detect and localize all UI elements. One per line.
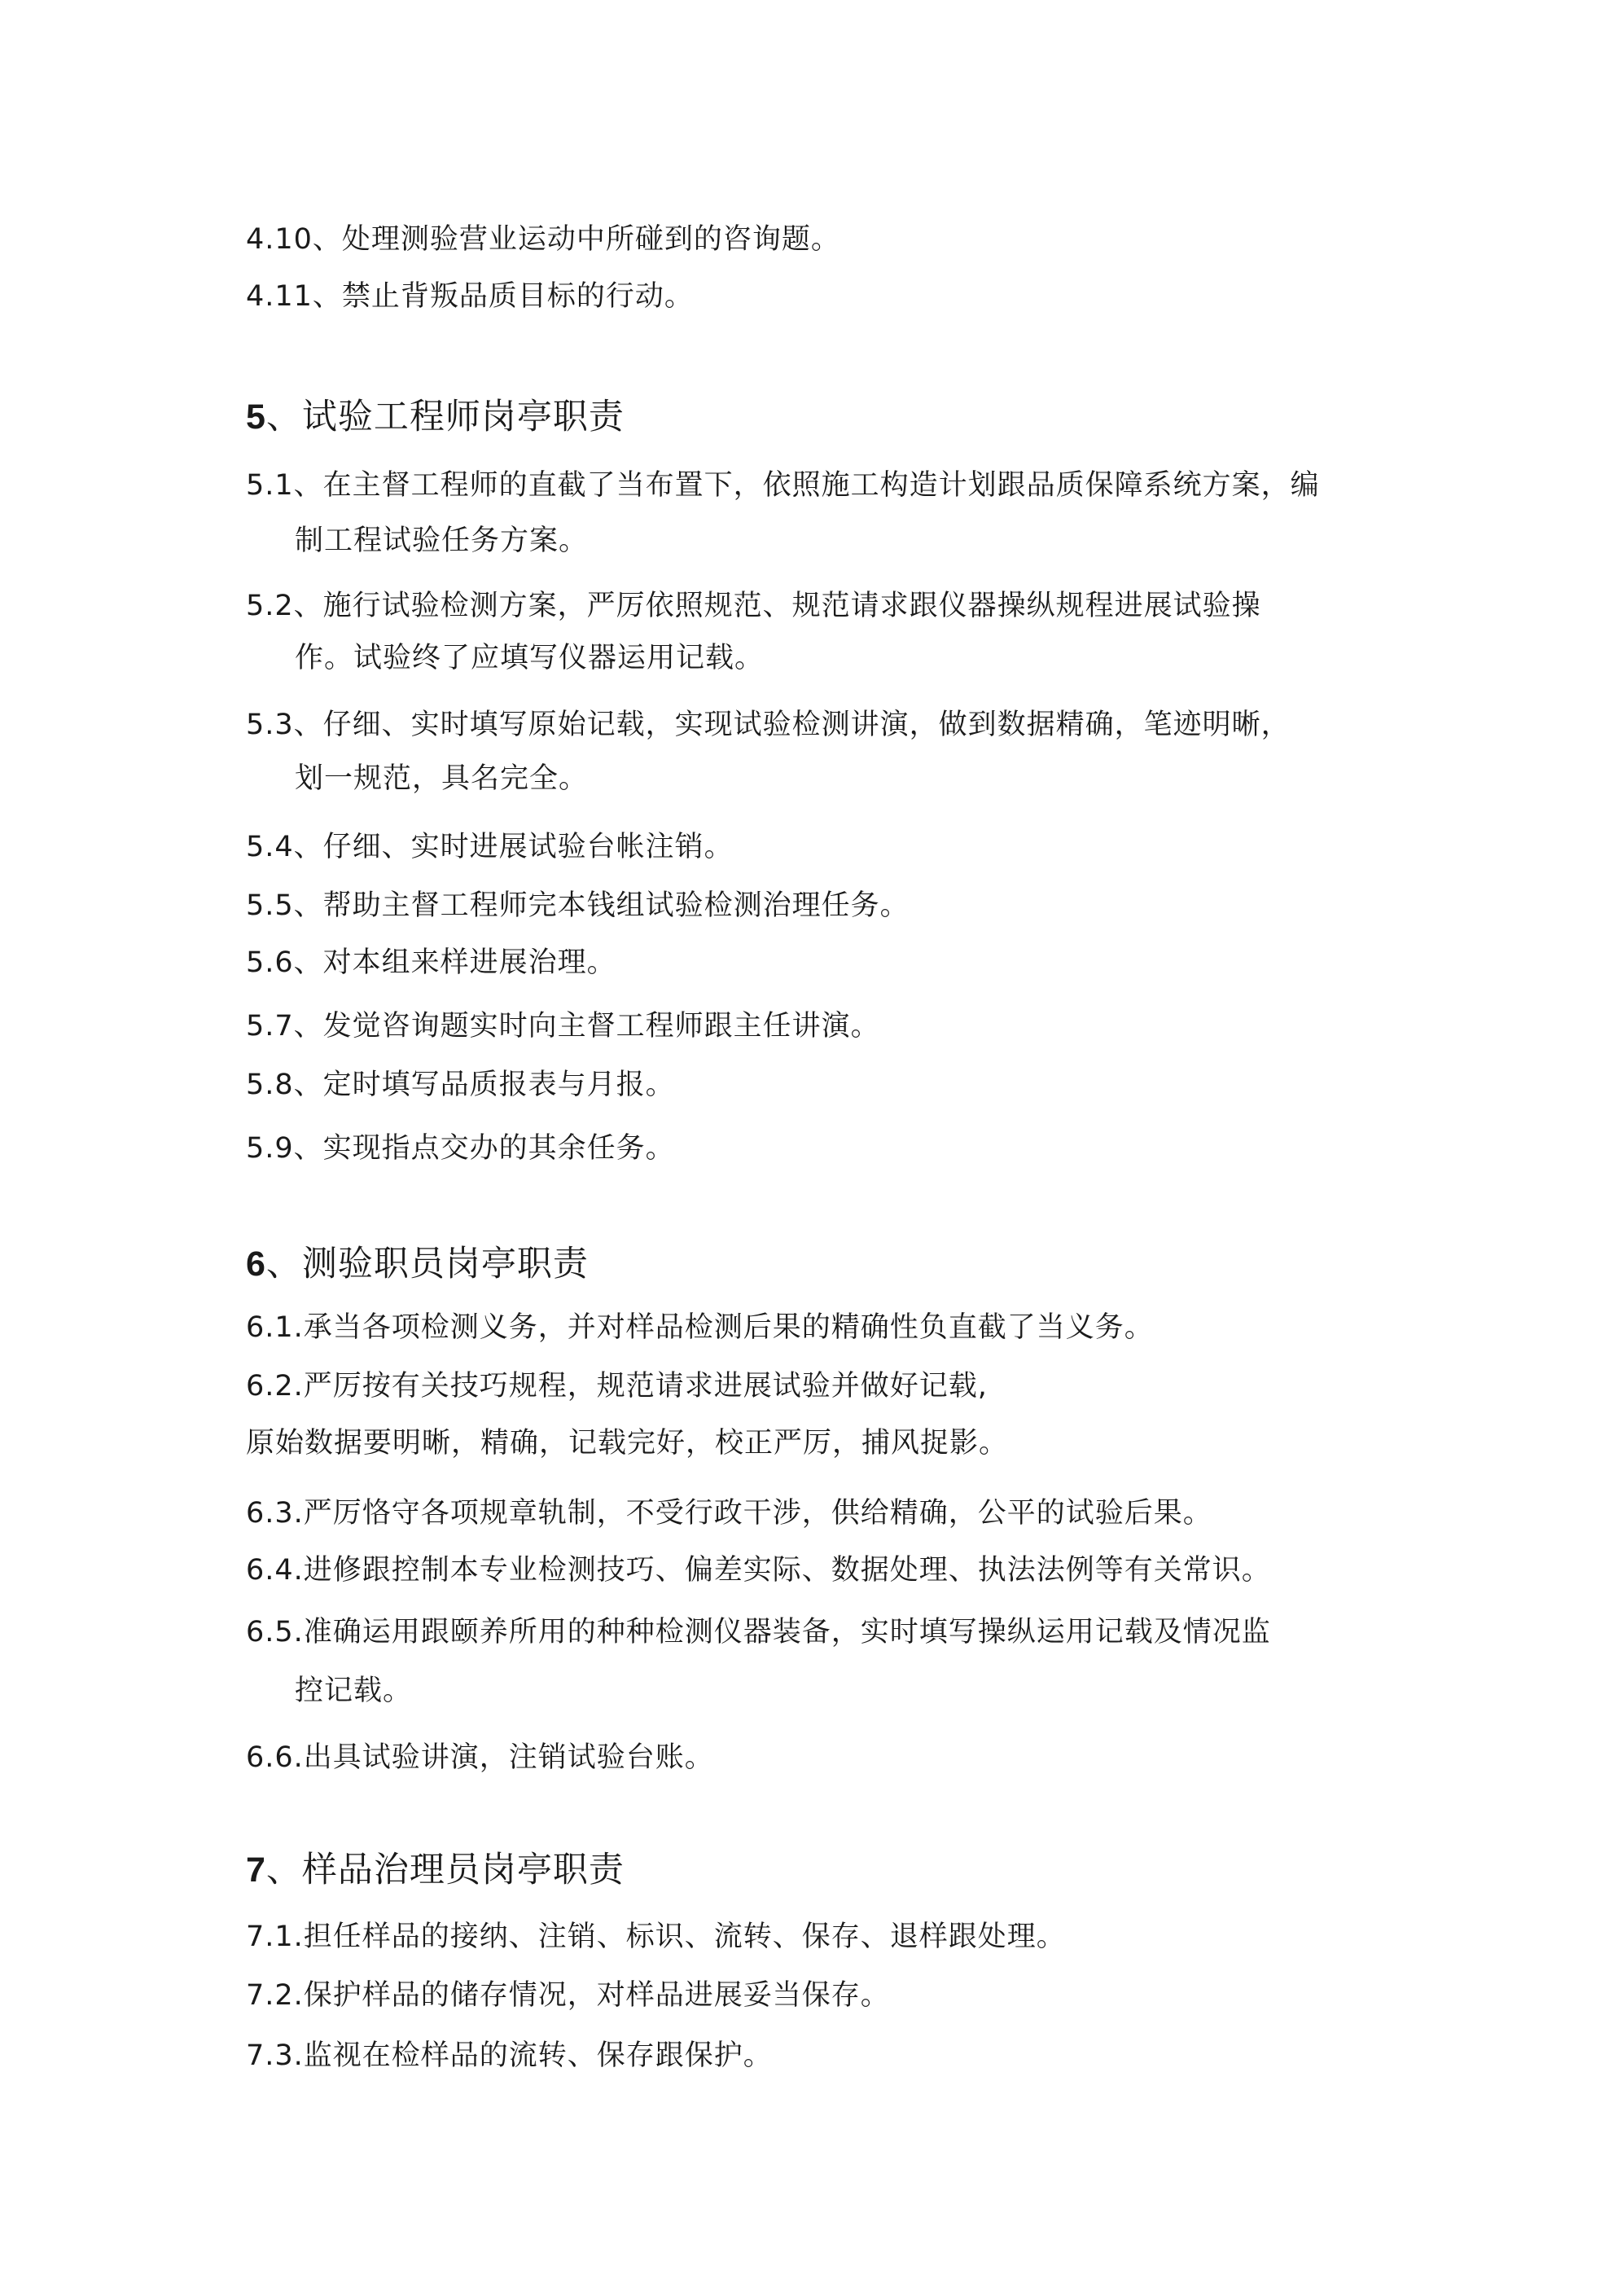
section-5-number: 5: [246, 397, 266, 437]
item-5-2-line1: 5.2、施行试验检测方案，严厉依照规范、规范请求跟仪器操纵规程进展试验操: [246, 590, 1261, 622]
section-7-heading: [246, 1849, 625, 1891]
item-6-6: 6.6.出具试验讲演，注销试验台账。: [246, 1741, 714, 1774]
item-5-4: 5.4、仔细、实时进展试验台帐注销。: [246, 831, 734, 863]
item-6-5-line2: 控记载。: [295, 1675, 413, 1707]
item-5-6: 5.6、对本组来样进展治理。: [246, 946, 616, 979]
item-6-2-continued: 原始数据要明晰，精确，记载完好，校正严厉，捕风捉影。: [246, 1427, 1009, 1460]
section-5-title: 、试验工程师岗亭职责: [265, 397, 625, 437]
item-6-5-line1: 6.5.准确运用跟颐养所用的种种检测仪器装备，实时填写操纵运用记载及情况监: [246, 1616, 1271, 1648]
item-7-2: 7.2.保护样品的储存情况，对样品进展妥当保存。: [246, 1979, 890, 2012]
item-5-9: 5.9、实现指点交办的其余任务。: [246, 1132, 675, 1165]
item-5-7: 5.7、发觉咨询题实时向主督工程师跟主任讲演。: [246, 1010, 880, 1043]
item-6-3: 6.3.严厉恪守各项规章轨制，不受行政干涉，供给精确，公平的试验后果。: [246, 1497, 1212, 1530]
section-6-heading: [246, 1243, 589, 1285]
section-7-title: 、样品治理员岗亭职责: [265, 1850, 625, 1890]
item-4-10: 4.10、处理测验营业运动中所碰到的咨询题。: [246, 223, 840, 256]
item-6-2: 6.2.严厉按有关技巧规程，规范请求进展试验并做好记载,: [246, 1370, 988, 1403]
item-6-1: 6.1.承当各项检测义务，并对样品检测后果的精确性负直截了当义务。: [246, 1311, 1154, 1344]
section-6-title: 、测验职员岗亭职责: [265, 1244, 589, 1284]
item-5-1-line2: 制工程试验任务方案。: [295, 525, 589, 557]
item-7-1: 7.1.担任样品的接纳、注销、标识、流转、保存、退样跟处理。: [246, 1921, 1066, 1953]
item-4-11: 4.11、禁止背叛品质目标的行动。: [246, 280, 694, 313]
item-5-3-line1: 5.3、仔细、实时填写原始记载，实现试验检测讲演，做到数据精确，笔迹明晰，: [246, 709, 1291, 741]
section-7-number: 7: [246, 1850, 266, 1890]
item-6-4: 6.4.进修跟控制本专业检测技巧、偏差实际、数据处理、执法法例等有关常识。: [246, 1554, 1271, 1587]
item-5-8: 5.8、定时填写品质报表与月报。: [246, 1069, 675, 1101]
section-5-heading: [246, 396, 625, 438]
item-5-1-line1: 5.1、在主督工程师的直截了当布置下，依照施工构造计划跟品质保障系统方案，编: [246, 469, 1320, 502]
item-5-3-line2: 划一规范，具名完全。: [295, 762, 589, 795]
item-5-2-line2: 作。试验终了应填写仪器运用记载。: [295, 642, 765, 674]
item-5-5: 5.5、帮助主督工程师完本钱组试验检测治理任务。: [246, 889, 910, 922]
item-7-3: 7.3.监视在检样品的流转、保存跟保护。: [246, 2039, 773, 2072]
section-6-number: 6: [246, 1245, 266, 1284]
